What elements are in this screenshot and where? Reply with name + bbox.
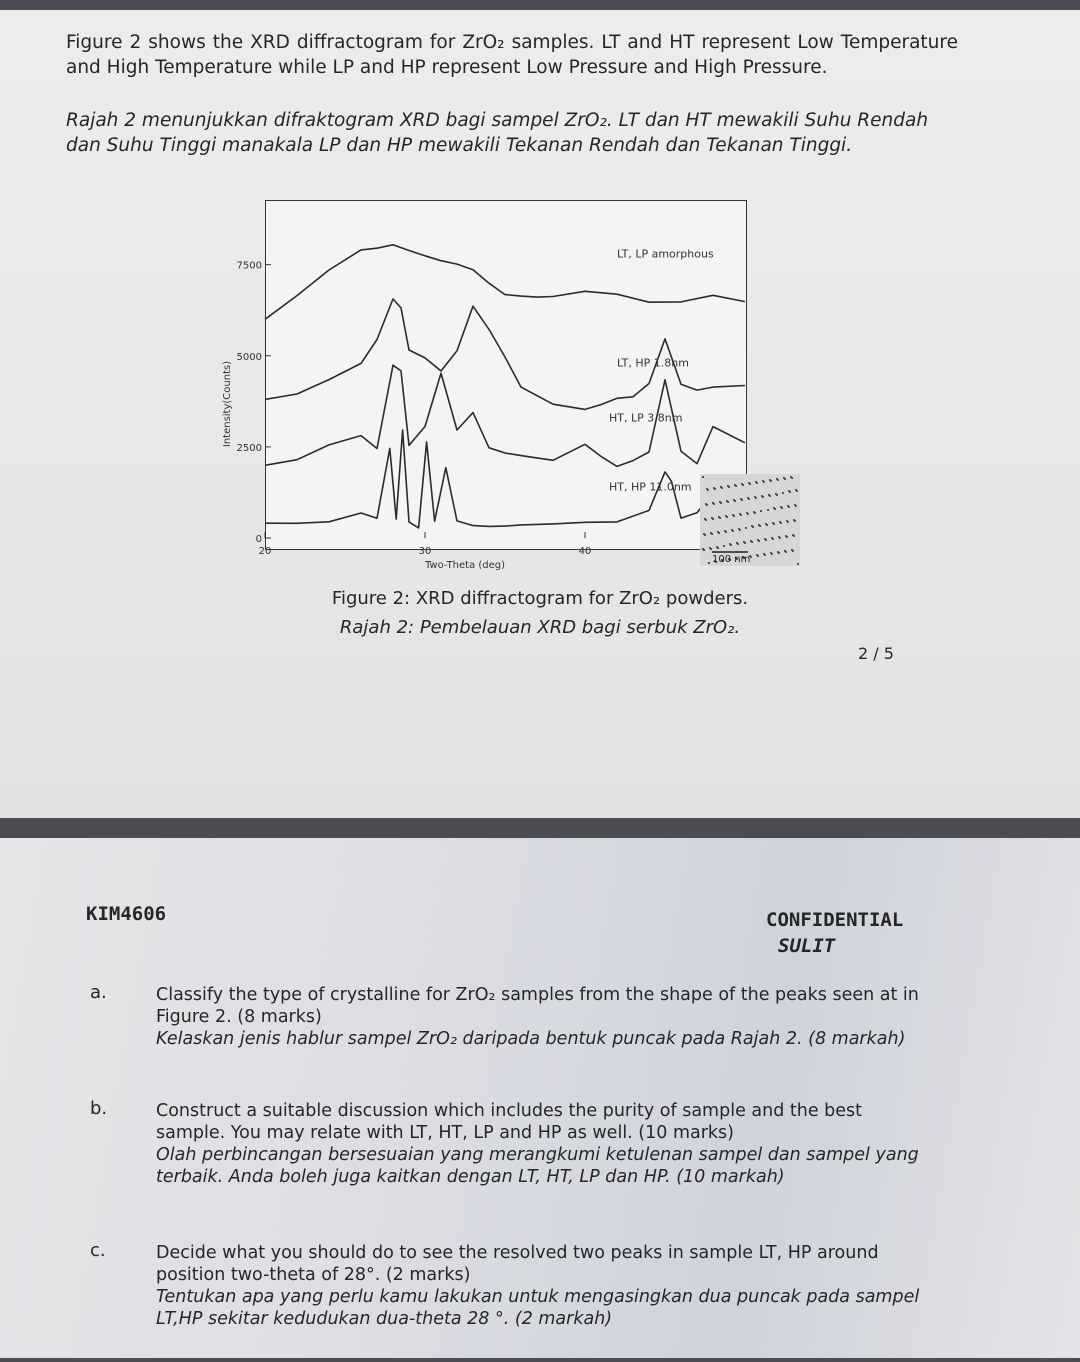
tem-inset-speck-81 [723,545,725,547]
question-a [156,984,936,1050]
question-c-en: Decide what you should do to see the resolved two peaks in sample LT, HP around position two-theta of 28°. (2 marks) [156,1243,879,1285]
tem-inset-speck-92 [746,512,748,514]
tem-inset-speck-83 [797,563,799,565]
tem-inset-speck-119 [785,535,787,537]
series-label-1: LT, HP 1.8nm [617,356,689,370]
xrd-chart [0,0,1080,600]
tem-inset-speck-101 [791,549,793,551]
question-b [156,1100,936,1188]
confidential-label: CONFIDENTIAL [766,909,904,931]
tem-inset-speck-78 [708,562,710,564]
tem-inset-speck-113 [755,481,757,483]
tem-inset-speck-157 [751,525,753,527]
series-label-0: LT, LP amorphous [617,247,714,261]
tem-inset-speck-152 [758,524,760,526]
tem-inset-speck-123 [741,483,743,485]
question-a-label: a. [90,982,107,1003]
tem-inset-speck-132 [786,520,788,522]
figure-caption-my: Rajah 2: Pembelauan XRD bagi serbuk ZrO₂. [339,617,741,638]
tem-inset-speck-158 [788,490,790,492]
tem-inset-speck-126 [756,554,758,556]
page-number: 2 / 5 [858,644,894,663]
y-axis-label: Intensity(Counts) [222,360,233,448]
tem-inset-speck-103 [769,479,771,481]
tem-inset-speck-143 [713,487,715,489]
tem-inset-speck-155 [773,507,775,509]
tem-inset-speck-84 [738,528,740,530]
tem-inset-speck-127 [793,519,795,521]
tem-inset-speck-97 [739,513,741,515]
course-code: KIM4606 [86,903,167,925]
tem-inset-speck-94 [724,530,726,532]
tem-inset-speck-148 [706,488,708,490]
tem-inset-speck-115 [733,499,735,501]
tem-inset-speck-102 [732,514,734,516]
question-a-en: Classify the type of crystalline for ZrO₂ samples from the shape of the peaks seen at in Figure 2. (8 marks) [156,985,919,1027]
y-tick-label-2: 5000 [236,351,262,363]
tem-inset-speck-79 [745,527,747,529]
tem-inset-speck-85 [775,493,777,495]
intro-paragraph-en: Figure 2 shows the XRD diffractogram for ZrO₂ samples. LT and HT represent Low Temperature and High Temperature while LP and HP represent Low Pressure and High Pressure. [66,32,958,78]
question-b-en: Construct a suitable discussion which includes the purity of sample and the best sample. You may relate with LT, HT, LP and HP as well. (10 marks) [156,1101,863,1143]
x-tick-label-0: 20 [258,546,272,557]
series-label-3: HT, HP 11.0nm [609,480,692,494]
tem-inset-speck-128 [734,484,736,486]
tem-inset-speck-145 [787,505,789,507]
tem-inset-speck-110 [740,498,742,500]
tem-inset-speck-90 [768,494,770,496]
figure-caption-en: Figure 2: XRD diffractogram for ZrO₂ powders. [331,588,749,609]
tem-inset-speck-125 [719,501,721,503]
tem-inset-speck-82 [760,510,762,512]
tem-inset-speck-80 [782,492,784,494]
tem-inset-speck-120 [726,500,728,502]
y-tick-label-0: 0 [255,534,262,545]
tem-inset-speck-138 [720,486,722,488]
tem-inset-speck-107 [725,515,727,517]
question-a-my: Kelaskan jenis hablur sampel ZrO₂ daripada bentuk puncak pada Rajah 2. (8 markah) [156,1029,906,1049]
series-line-1 [265,299,745,409]
tem-inset-speck-87 [753,511,755,513]
tem-inset-speck-93 [783,477,785,479]
tem-inset-speck-106 [784,550,786,552]
intro-paragraph-my: Rajah 2 menunjukkan difraktogram XRD bagi sampel ZrO₂. LT dan HT mewakili Suhu Rendah dan Suhu Tinggi manakala LP dan HP mewakili Tekanan Rendah dan Tekanan Tinggi. [66,110,929,156]
tem-inset-speck-159 [729,543,731,545]
tem-inset-speck-77 [767,509,769,511]
tem-inset-speck-0 [702,476,704,478]
x-tick-label-2: 40 [578,546,592,557]
tem-inset-speck-147 [765,523,767,525]
tem-inset-speck-154 [736,542,738,544]
tem-inset-speck-111 [777,551,779,553]
tem-inset-speck-144 [750,540,752,542]
tem-inset-speck-86 [716,546,718,548]
tem-inset-speck-133 [727,485,729,487]
tem-inset-speck-116 [770,552,772,554]
tem-inset-speck-137 [779,521,781,523]
question-b-my: Olah perbincangan bersesuaian yang merangkumi ketulenan sampel dan sampel yang terbaik. Anda boleh juga kaitkan dengan LT, HT, LP dan HP. (10 markah) [156,1145,919,1187]
y-tick-label-3: 7500 [236,260,262,272]
tem-inset-speck-124 [778,536,780,538]
x-axis-label: Two-Theta (deg) [424,560,506,571]
tem-inset-speck-98 [776,478,778,480]
tem-inset-speck-108 [762,480,764,482]
tem-inset-speck-140 [794,504,796,506]
question-b-label: b. [90,1098,108,1119]
tem-inset-speck-114 [792,534,794,536]
tem-inset-speck-134 [764,538,766,540]
y-tick-label-1: 2500 [236,442,262,454]
tem-inset-speck-88 [790,476,792,478]
question-c-label: c. [90,1240,106,1261]
tem-inset-speck-153 [795,489,797,491]
tem-inset-speck-100 [754,496,756,498]
tem-inset-speck-135 [705,503,707,505]
tem-inset-speck-104 [710,532,712,534]
tem-inset-speck-149 [743,541,745,543]
tem-inset-speck-95 [761,495,763,497]
tem-inset-speck-130 [712,502,714,504]
tem-inset-speck-99 [717,531,719,533]
tem-inset-speck-117 [711,517,713,519]
question-c [156,1242,936,1330]
tem-inset-speck-142 [772,522,774,524]
tem-inset-speck-150 [780,506,782,508]
tem-inset-speck-129 [771,537,773,539]
tem-inset-speck-139 [757,539,759,541]
question-c-my: Tentukan apa yang perlu kamu lakukan untuk mengasingkan dua puncak pada sampel LT,HP sekitar kedudukan dua-theta 28 °. (2 markah) [156,1287,920,1329]
sulit-label: SULIT [778,935,836,957]
series-line-3 [265,430,745,528]
tem-inset-speck-118 [748,482,750,484]
tem-inset-speck-109 [703,533,705,535]
tem-inset-speck-112 [718,516,720,518]
tem-inset-speck-122 [704,518,706,520]
tem-inset-speck-89 [731,529,733,531]
series-label-2: HT, LP 3.8nm [609,411,683,425]
tem-inset-speck-91 [709,547,711,549]
tem-inset-speck-105 [747,497,749,499]
x-tick-label-1: 30 [418,546,432,557]
scale-bar-label: 100 nm [712,554,751,565]
tem-inset-speck-121 [763,553,765,555]
tem-inset-speck-96 [702,548,704,550]
